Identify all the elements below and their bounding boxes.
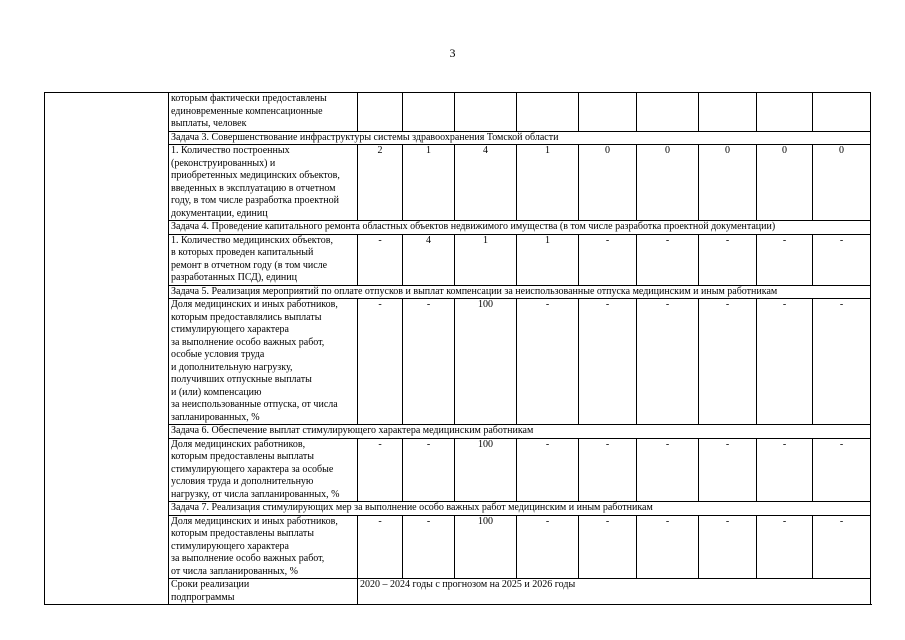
value-cell: - [757, 234, 813, 285]
indicator-row [45, 515, 871, 579]
task-5-heading: Задача 5. Реализация мероприятий по оплате отпусков и выплат компенсации за неиспользованные отпуска медицинским и иным работникам [169, 285, 871, 299]
value-cell: - [637, 438, 699, 502]
value-cell: 100 [455, 515, 517, 579]
value-cell: - [757, 438, 813, 502]
value-cell: - [757, 515, 813, 579]
value-cell: 0 [813, 145, 871, 221]
indicator-name: которым фактически предоставлены единовременные компенсационные выплаты, человек [169, 93, 358, 132]
value-cell: - [813, 438, 871, 502]
value-cell [455, 93, 517, 132]
value-cell: 1 [403, 145, 455, 221]
value-cell [699, 93, 757, 132]
terms-row [45, 579, 871, 605]
indicator-row [45, 234, 871, 285]
task-row [45, 425, 871, 439]
value-cell: - [579, 515, 637, 579]
value-cell: - [517, 438, 579, 502]
task-row [45, 285, 871, 299]
value-cell: - [579, 234, 637, 285]
value-cell: - [579, 438, 637, 502]
value-cell: 1 [455, 234, 517, 285]
value-cell: - [637, 299, 699, 425]
value-cell: 1 [517, 234, 579, 285]
terms-label: Сроки реализации подпрограммы [169, 579, 358, 605]
value-cell: - [637, 234, 699, 285]
indicator-name: Доля медицинских работников, которым предоставлены выплаты стимулирующего характера за особые условия труда и дополнительную нагрузку, от числа запланированных, % [169, 438, 358, 502]
value-cell: - [699, 234, 757, 285]
value-cell: 4 [455, 145, 517, 221]
value-cell: - [358, 299, 403, 425]
page-number: 3 [449, 46, 456, 60]
value-cell [579, 93, 637, 132]
value-cell: - [358, 438, 403, 502]
value-cell: 4 [403, 234, 455, 285]
task-6-heading: Задача 6. Обеспечение выплат стимулирующего характера медицинским работникам [169, 425, 871, 439]
value-cell: 0 [637, 145, 699, 221]
indicator-name: 1. Количество построенных (реконструированных) и приобретенных медицинских объектов, введенных в эксплуатацию в отчетном году, в том числе разработка проектной документации, единиц [169, 145, 358, 221]
value-cell [517, 93, 579, 132]
value-cell: - [403, 299, 455, 425]
value-cell: - [813, 515, 871, 579]
value-cell: - [517, 515, 579, 579]
value-cell [403, 93, 455, 132]
indicator-row [45, 438, 871, 502]
value-cell [637, 93, 699, 132]
value-cell: - [517, 299, 579, 425]
value-cell: - [403, 438, 455, 502]
indicator-name: Доля медицинских и иных работников, которым предоставлены выплаты стимулирующего характера за выполнение особо важных работ, от числа запланированных, % [169, 515, 358, 579]
value-cell: - [813, 234, 871, 285]
task-row [45, 131, 871, 145]
value-cell: 1 [517, 145, 579, 221]
indicator-name: Доля медицинских и иных работников, которым предоставлялись выплаты стимулирующего характера за выполнение особо важных работ, особые условия труда и дополнительную нагрузку, получивших отпускные выплаты и (или) компенсацию за неиспользованные отпуска, от числа запланированных, % [169, 299, 358, 425]
value-cell: 0 [699, 145, 757, 221]
value-cell: 2 [358, 145, 403, 221]
indicator-row [45, 145, 871, 221]
task-7-heading: Задача 7. Реализация стимулирующих мер за выполнение особо важных работ медицинским и иным работникам [169, 502, 871, 516]
left-empty-cell [45, 93, 169, 605]
value-cell: 100 [455, 438, 517, 502]
value-cell: - [699, 299, 757, 425]
value-cell: - [637, 515, 699, 579]
value-cell [757, 93, 813, 132]
value-cell: - [403, 515, 455, 579]
value-cell: - [358, 515, 403, 579]
value-cell: - [699, 438, 757, 502]
value-cell: - [757, 299, 813, 425]
value-cell: 0 [757, 145, 813, 221]
task-4-heading: Задача 4. Проведение капитального ремонта областных объектов недвижимого имущества (в том числе разработка проектной документации) [169, 221, 871, 235]
indicator-name: 1. Количество медицинских объектов, в которых проведен капитальный ремонт в отчетном году (в том числе разработанных ПСД), единиц [169, 234, 358, 285]
value-cell: - [813, 299, 871, 425]
value-cell: 0 [579, 145, 637, 221]
value-cell: - [358, 234, 403, 285]
value-cell [358, 93, 403, 132]
terms-value: 2020 – 2024 годы с прогнозом на 2025 и 2026 годы [358, 579, 871, 605]
value-cell: - [579, 299, 637, 425]
task-row [45, 221, 871, 235]
value-cell [813, 93, 871, 132]
value-cell: 100 [455, 299, 517, 425]
subprogram-indicators-table [44, 92, 871, 605]
indicator-row-continued [45, 93, 871, 132]
indicator-row [45, 299, 871, 425]
task-3-heading: Задача 3. Совершенствование инфраструктуры системы здравоохранения Томской области [169, 131, 871, 145]
value-cell: - [699, 515, 757, 579]
task-row [45, 502, 871, 516]
